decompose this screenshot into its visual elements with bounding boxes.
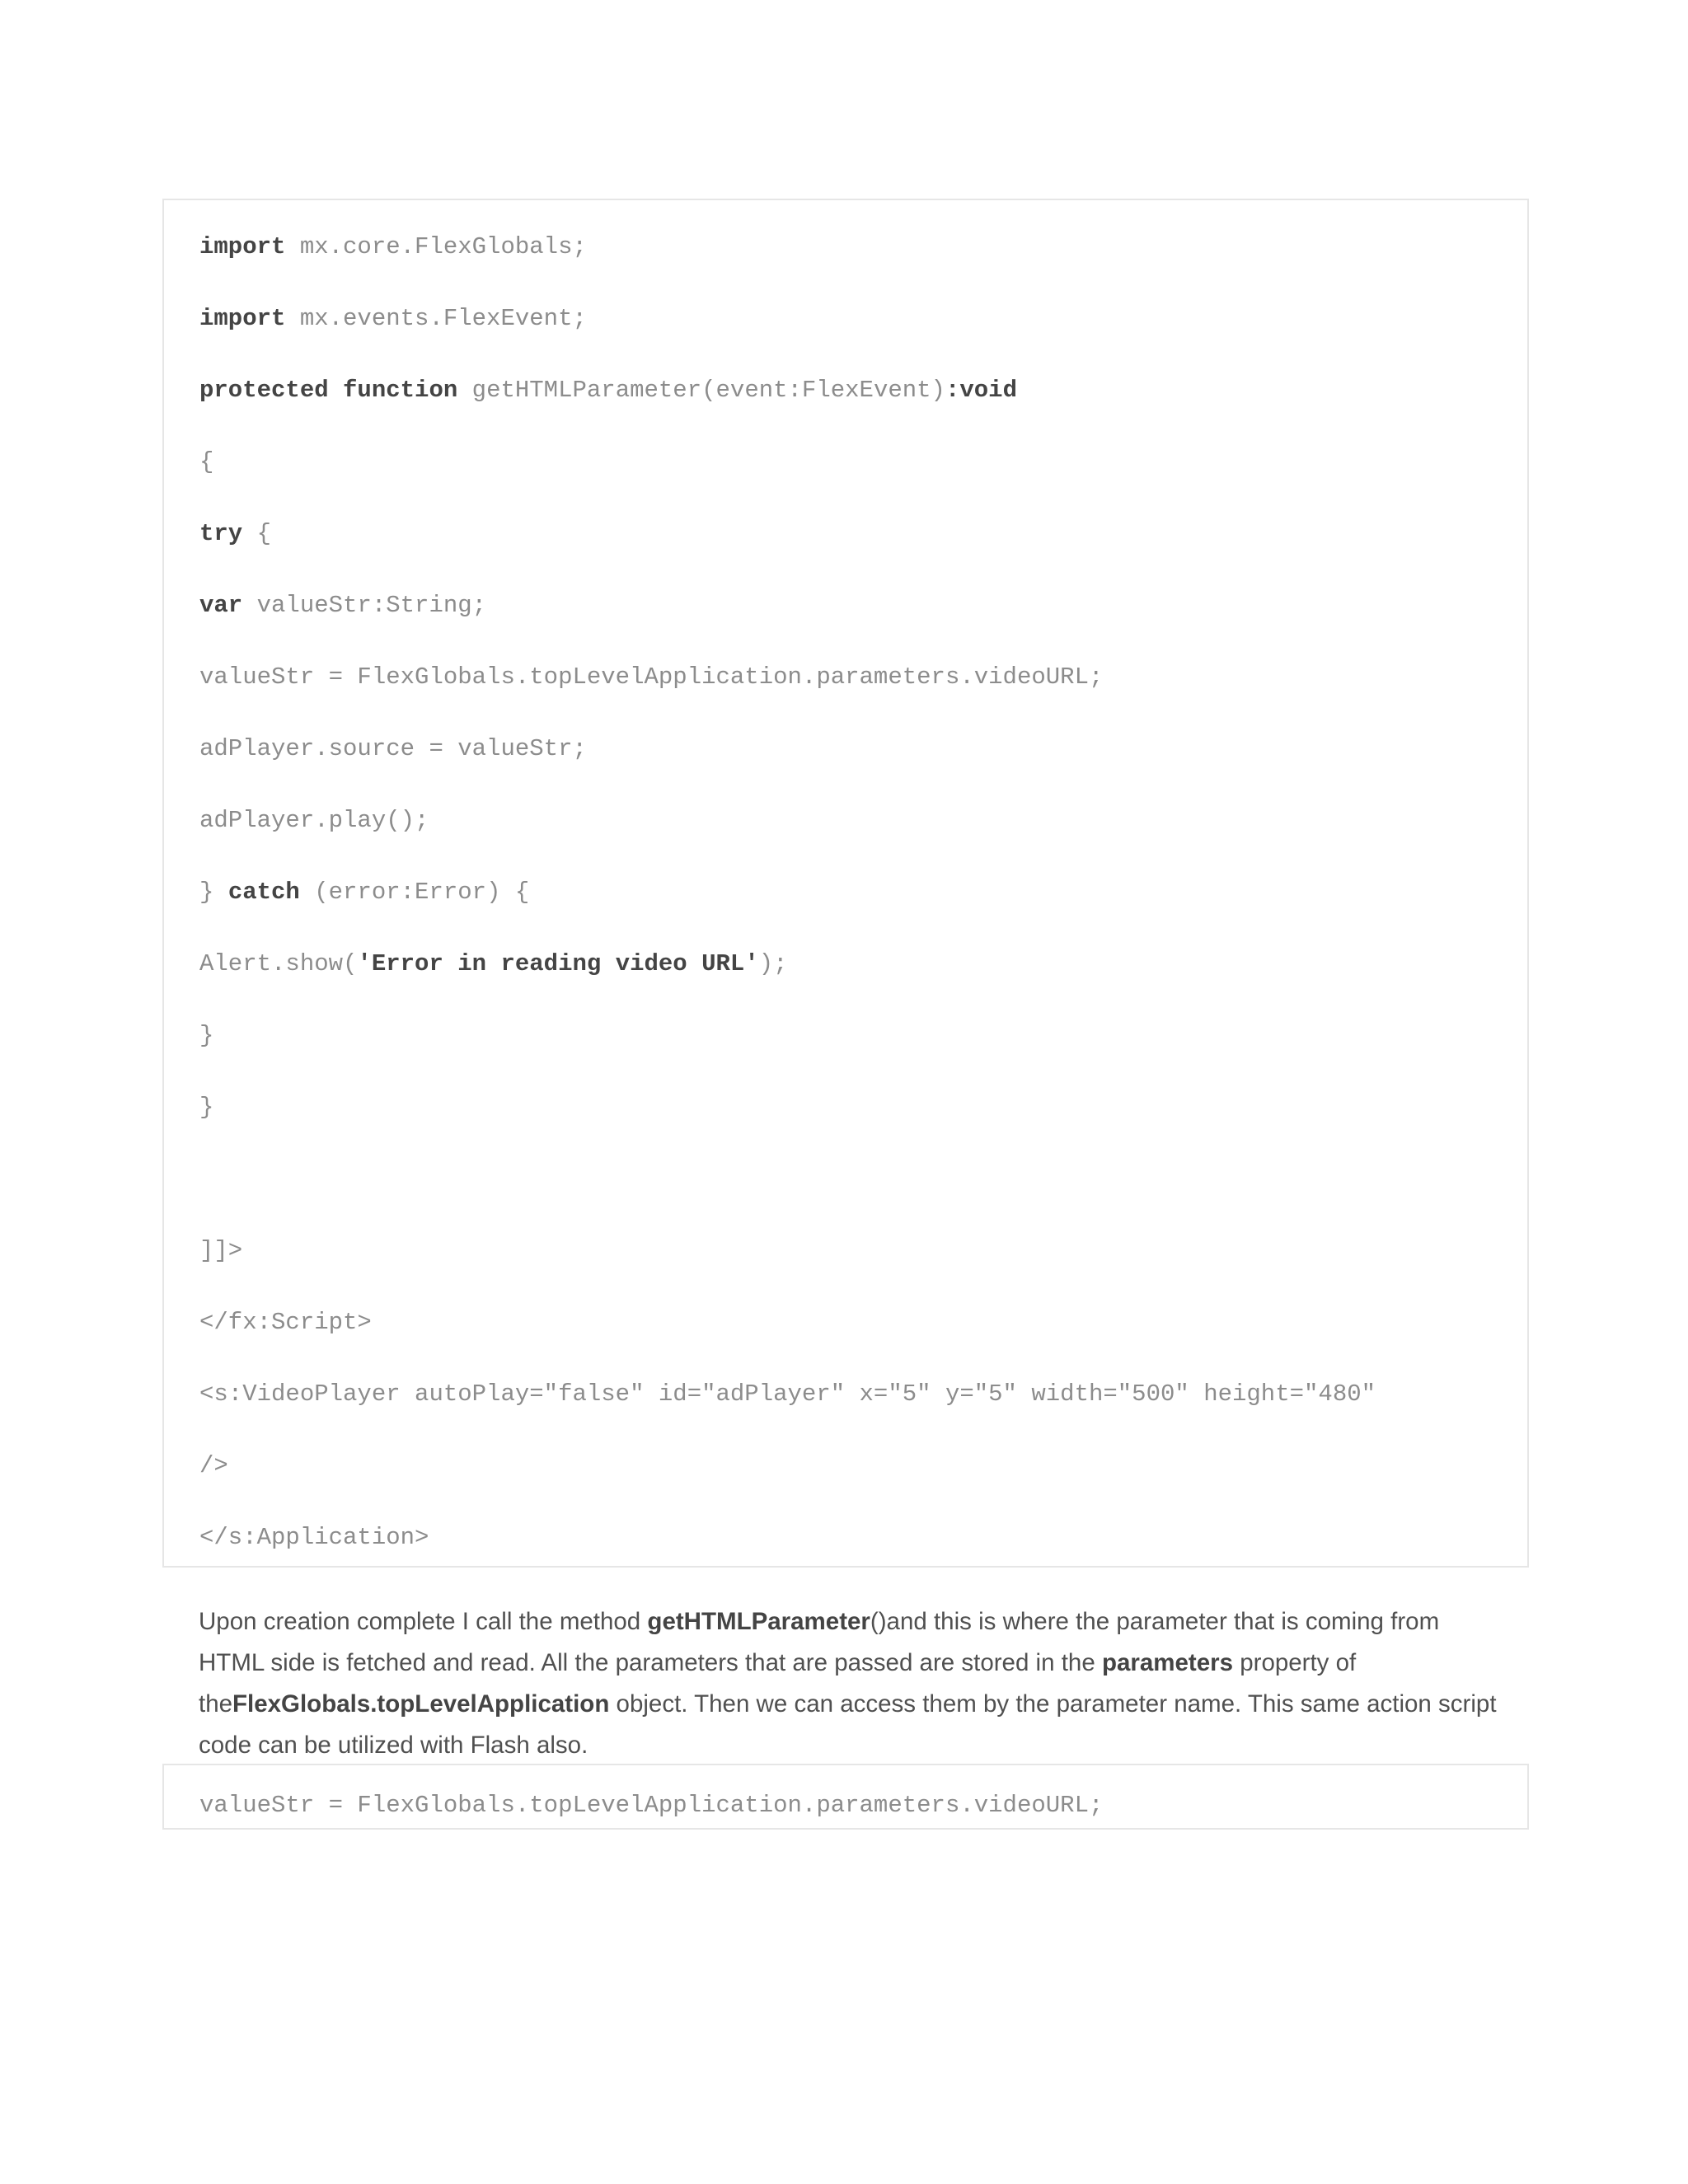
- bold-term: FlexGlobals.topLevelApplication: [232, 1690, 610, 1718]
- code-text: valueStr:String;: [242, 592, 487, 619]
- code-line: [199, 304, 587, 334]
- code-line: [199, 1308, 372, 1338]
- code-line: [199, 232, 587, 262]
- bold-term: parameters: [1101, 1649, 1234, 1676]
- code-keyword: import: [199, 305, 286, 332]
- code-keyword: 'Error in reading video URL': [357, 950, 759, 977]
- explanation-paragraph: [199, 1601, 1509, 1766]
- code-text: );: [758, 950, 788, 977]
- code-keyword: try: [199, 520, 243, 547]
- code-line: [199, 878, 529, 907]
- code-line: [199, 1791, 1103, 1821]
- code-text: adPlayer.source = valueStr;: [199, 735, 587, 762]
- code-line: [199, 519, 271, 549]
- code-text: valueStr = FlexGlobals.topLevelApplication.parameters.videoURL;: [199, 1792, 1104, 1819]
- code-text: mx.core.FlexGlobals;: [285, 233, 587, 260]
- code-text: />: [199, 1452, 228, 1479]
- code-block-snippet: [162, 1764, 1529, 1830]
- paragraph-text: Upon creation complete I call the method: [199, 1608, 648, 1635]
- code-block-main: [162, 199, 1529, 1568]
- code-keyword: :void: [945, 377, 1017, 404]
- code-line: [199, 949, 788, 979]
- code-keyword: protected function: [199, 377, 458, 404]
- code-keyword: catch: [227, 879, 300, 906]
- code-line: [199, 1236, 242, 1266]
- code-keyword: var: [199, 592, 243, 619]
- code-line: [199, 1523, 429, 1553]
- code-line: [199, 448, 213, 477]
- code-line: [199, 734, 587, 764]
- code-text: {: [242, 520, 272, 547]
- code-text: mx.events.FlexEvent;: [285, 305, 587, 332]
- code-line: [199, 806, 429, 836]
- code-line: [199, 376, 1017, 405]
- code-text: </fx:Script>: [199, 1309, 372, 1336]
- code-line: [199, 1380, 1376, 1409]
- code-line: [199, 591, 486, 621]
- code-text: }: [199, 1094, 214, 1121]
- code-text: {: [199, 448, 214, 476]
- paragraph-text: property of the: [199, 1649, 1357, 1718]
- code-text: ]]>: [199, 1237, 243, 1264]
- code-text: }: [199, 1022, 214, 1049]
- code-text: Alert.show(: [199, 950, 358, 977]
- code-text: adPlayer.play();: [199, 807, 429, 834]
- code-line: [199, 1451, 228, 1481]
- code-text: valueStr = FlexGlobals.topLevelApplication.parameters.videoURL;: [199, 663, 1104, 691]
- code-text: <s:VideoPlayer autoPlay="false" id="adPlayer" x="5" y="5" width="500" height="480": [199, 1380, 1376, 1408]
- paragraph-text: ()and this is where the parameter that is coming from HTML side is fetched and read. All the parameters that are passed are stored in the: [199, 1608, 1440, 1676]
- code-line: [199, 663, 1103, 692]
- code-line: [199, 1093, 213, 1122]
- code-text: }: [199, 879, 228, 906]
- code-keyword: import: [199, 233, 286, 260]
- bold-term: getHTMLParameter: [647, 1608, 870, 1635]
- code-text: getHTMLParameter(event:FlexEvent): [457, 377, 945, 404]
- code-text: </s:Application>: [199, 1524, 429, 1551]
- paragraph-text: object. Then we can access them by the parameter name. This same action script code can be utilized with Flash also.: [199, 1690, 1497, 1759]
- code-text: (error:Error) {: [299, 879, 530, 906]
- code-line: [199, 1021, 213, 1051]
